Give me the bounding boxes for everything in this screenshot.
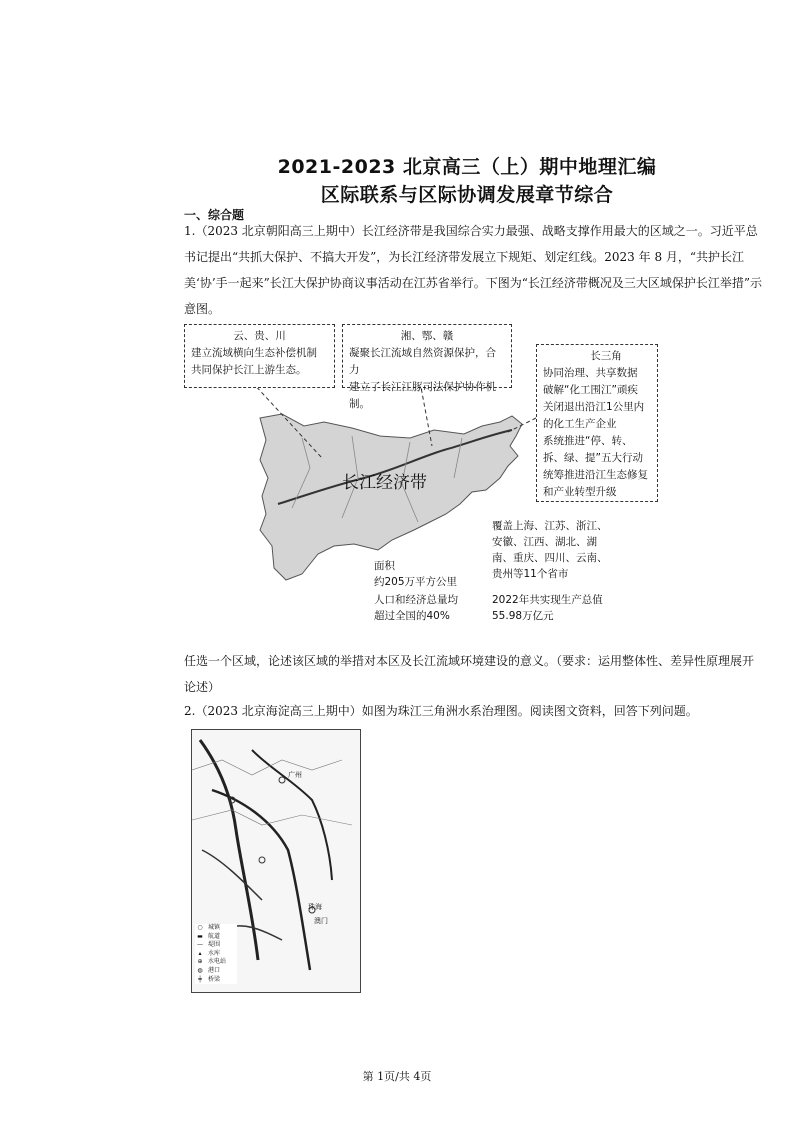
- levee-icon: —: [197, 941, 203, 949]
- info-line: 南、重庆、四川、云南、: [492, 552, 608, 564]
- question-2-intro: 2.（2023 北京海淀高三上期中）如图为珠江三角洲水系治理图。阅读图文资料，回答下列问题。: [184, 704, 698, 718]
- info-line: 约205万平方公里: [374, 576, 458, 588]
- reservoir-icon: ▴: [198, 949, 202, 957]
- legend-item: [195, 941, 237, 950]
- legend-item: [195, 976, 237, 985]
- info-line: 超过全国的40%: [374, 610, 450, 622]
- box-line: 协同治理、共享数据: [543, 367, 638, 379]
- info-line: 人口和经济总量均: [374, 594, 458, 606]
- section-heading: 一、综合题: [184, 208, 245, 222]
- doc-title-line2: 区际联系与区际协调发展章节综合: [320, 184, 614, 206]
- legend-item: [195, 967, 237, 976]
- legend-item: [195, 933, 237, 942]
- label-zhuhai: 珠海: [308, 903, 322, 911]
- page-footer: 第 1页/共 4页: [362, 1070, 432, 1083]
- region-box-yangtze-delta: [536, 344, 658, 502]
- info-line: 2022年共实现生产总值: [492, 594, 603, 606]
- port-icon: ◍: [197, 966, 203, 974]
- info-line: 覆盖上海、江苏、浙江、: [492, 520, 608, 532]
- legend-label: 桥梁: [208, 975, 221, 983]
- channel-icon: ▬: [197, 932, 203, 940]
- box-line: 建立了长江江豚司法保护协作机制。: [349, 381, 496, 410]
- legend-label: 水电站: [208, 958, 227, 966]
- label-macao: 澳门: [314, 917, 328, 925]
- coverage-info: [492, 518, 612, 582]
- town-icon: ○: [197, 924, 203, 931]
- legend-label: 城镇: [208, 924, 221, 931]
- info-line: 安徽、江西、湖北、湖: [492, 536, 597, 548]
- info-line: 面积: [374, 560, 395, 572]
- box-line: 系统推进“停、转、: [543, 435, 633, 447]
- legend-item: [195, 924, 237, 933]
- doc-title-line1: 2021-2023 北京高三（上）期中地理汇编: [277, 156, 657, 178]
- box-line: 和产业转型升级: [543, 486, 617, 498]
- region-box-central: [342, 324, 512, 410]
- box-line: 建立流域横向生态补偿机制: [191, 347, 317, 359]
- box-line: 破解“化工围江”顽疾: [543, 384, 638, 396]
- box-line: 拆、绿、提”五大行动: [543, 452, 643, 464]
- area-info: [374, 558, 457, 590]
- box-line: 关闭退出沿江1公里内: [543, 401, 645, 413]
- info-line: 55.98万亿元: [492, 610, 554, 622]
- box-line: 统筹推进沿江生态修复: [543, 469, 648, 481]
- box-line: 的化工生产企业: [543, 418, 617, 430]
- pearl-river-delta-map: [191, 729, 361, 993]
- yangtze-economic-belt-map: [182, 318, 662, 630]
- question-1-prompt: 任选一个区域，论述该区域的举措对本区及长江流域环境建设的意义。（要求：运用整体性、差异性原理展开论述）: [184, 654, 755, 694]
- question-1-intro: 1.（2023 北京朝阳高三上期中）长江经济带是我国综合实力最强、战略支撑作用最大的区域之一。习近平总书记提出“共抓大保护、不搞大开发”，为长江经济带发展立下规矩、划定红线。2023 年 8 月，“共护长江美‘协’手一起来”长江大保护协商议事活动在江苏省举行。下图为“长江经济带概况及三大区域保护长江举措”示意图。: [184, 224, 763, 316]
- region-box-southwest: [184, 324, 335, 388]
- legend-item: [195, 958, 237, 967]
- legend-label: 港口: [208, 966, 221, 974]
- box-line: 凝聚长江流域自然资源保护，合力: [349, 347, 496, 376]
- box-heading: 长三角: [590, 350, 622, 362]
- gdp-info: [492, 592, 603, 624]
- hydropower-icon: ⊕: [197, 958, 203, 966]
- box-heading: 云、贵、川: [233, 330, 286, 342]
- box-heading: 湘、鄂、赣: [400, 330, 454, 342]
- bridge-icon: ╪: [198, 975, 202, 983]
- legend-label: 航道: [208, 932, 221, 940]
- map-legend: [195, 924, 237, 984]
- box-line: 共同保护长江上游生态。: [191, 364, 307, 376]
- label-guangzhou: 广州: [288, 771, 302, 779]
- belt-label: 长江经济带: [342, 473, 427, 493]
- legend-label: 水库: [208, 949, 221, 957]
- population-info: [374, 592, 458, 624]
- legend-label: 堤围: [208, 941, 221, 949]
- info-line: 贵州等11个省市: [492, 568, 569, 580]
